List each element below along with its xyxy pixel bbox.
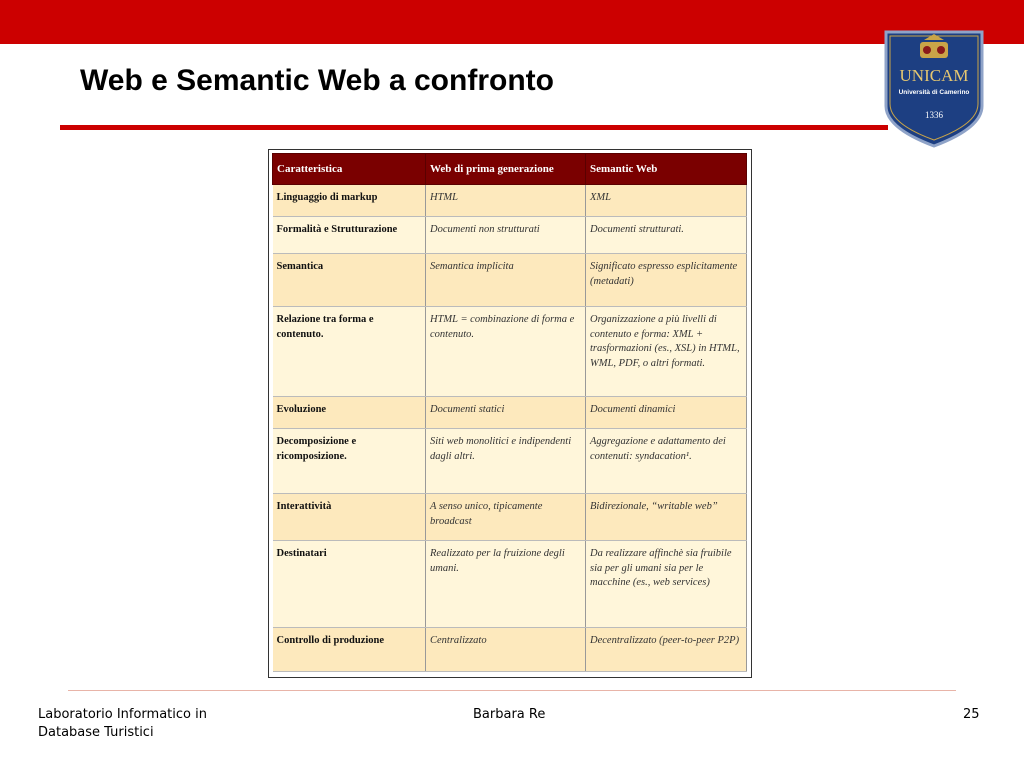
web1-cell: Siti web monolitici e indipendenti dagli altri.	[426, 429, 586, 494]
slide-title: Web e Semantic Web a confronto	[80, 64, 554, 97]
row-label: Semantica	[273, 254, 426, 307]
row-label: Linguaggio di markup	[273, 185, 426, 217]
comparison-table-frame	[268, 149, 752, 678]
web1-cell: Centralizzato	[426, 628, 586, 672]
semweb-cell: Significato espresso esplicitamente (metadati)	[586, 254, 747, 307]
table-row	[273, 628, 747, 672]
web1-cell: HTML	[426, 185, 586, 217]
page-number: 25	[963, 707, 980, 722]
row-label: Destinatari	[273, 541, 426, 628]
logo-year: 1336	[925, 110, 943, 120]
table-row	[273, 429, 747, 494]
footer-course-line2: Database Turistici	[38, 725, 154, 740]
top-red-bar	[0, 0, 1024, 44]
semweb-cell: Decentralizzato (peer-to-peer P2P)	[586, 628, 747, 672]
header-semantic-web: Semantic Web	[586, 154, 747, 185]
header-web-prima-generazione: Web di prima generazione	[426, 154, 586, 185]
semweb-cell: Documenti strutturati.	[586, 217, 747, 254]
footer-course	[38, 706, 207, 742]
title-underline	[60, 125, 888, 130]
table-row	[273, 217, 747, 254]
table-row	[273, 494, 747, 541]
logo-name: UNICAM	[899, 66, 969, 85]
header-caratteristica: Caratteristica	[273, 154, 426, 185]
footer-course-line1: Laboratorio Informatico in	[38, 707, 207, 722]
comparison-table	[272, 153, 747, 672]
web1-cell: Realizzato per la fruizione degli umani.	[426, 541, 586, 628]
table-row	[273, 307, 747, 397]
semweb-cell: Organizzazione a più livelli di contenuto e forma: XML + trasformazioni (es., XSL) in HTML, WML, PDF, o altri formati.	[586, 307, 747, 397]
semweb-cell: Da realizzare affinchè sia fruibile sia per gli umani sia per le macchine (es., web services)	[586, 541, 747, 628]
semweb-cell: Documenti dinamici	[586, 397, 747, 429]
table-row	[273, 397, 747, 429]
footer-divider	[68, 690, 956, 691]
row-label: Controllo di produzione	[273, 628, 426, 672]
row-label: Decomposizione e ricomposizione.	[273, 429, 426, 494]
table-header-row	[273, 154, 747, 185]
web1-cell: Documenti statici	[426, 397, 586, 429]
logo-subtitle: Università di Camerino	[898, 89, 970, 96]
footer-author: Barbara Re	[473, 707, 546, 722]
table-row	[273, 541, 747, 628]
row-label: Interattività	[273, 494, 426, 541]
row-label: Formalità e Strutturazione	[273, 217, 426, 254]
row-label: Evoluzione	[273, 397, 426, 429]
semweb-cell: Bidirezionale, “writable web”	[586, 494, 747, 541]
web1-cell: Documenti non strutturati	[426, 217, 586, 254]
web1-cell: HTML = combinazione di forma e contenuto.	[426, 307, 586, 397]
unicam-logo	[884, 28, 984, 148]
web1-cell: Semantica implicita	[426, 254, 586, 307]
semweb-cell: Aggregazione e adattamento dei contenuti: syndacation¹.	[586, 429, 747, 494]
web1-cell: A senso unico, tipicamente broadcast	[426, 494, 586, 541]
semweb-cell: XML	[586, 185, 747, 217]
row-label: Relazione tra forma e contenuto.	[273, 307, 426, 397]
table-row	[273, 254, 747, 307]
table-row	[273, 185, 747, 217]
